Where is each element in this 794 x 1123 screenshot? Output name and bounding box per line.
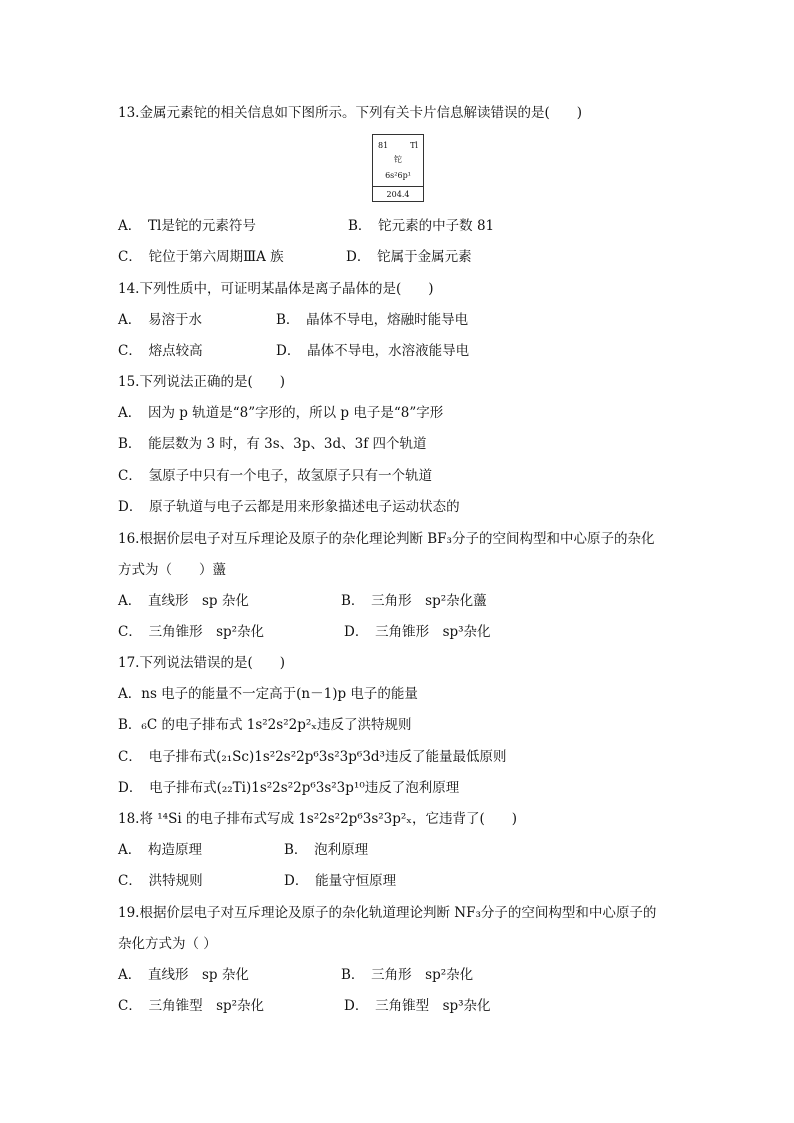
q13-option-c: C． 铊位于第六周期ⅢA 族 [118, 249, 284, 265]
q16-stem-line2: 方式为（ ）蘯 [118, 562, 226, 578]
q18-stem: 18.将 ¹⁴Si 的电子排布式写成 1s²2s²2p⁶3s²3p²ₓ，它违背了( ) [118, 811, 518, 827]
q14-option-d: D． 晶体不导电，水溶液能导电 [276, 343, 470, 359]
q19-option-c: C． 三角锥型 sp²杂化 [118, 998, 265, 1014]
q13-option-b: B． 铊元素的中子数 81 [348, 218, 495, 234]
q15-option-a: A． 因为 p 轨道是“8”字形的，所以 p 电子是“8”字形 [118, 405, 444, 421]
q18-option-c: C． 洪特规则 [118, 873, 203, 889]
q19-option-d: D． 三角锥型 sp³杂化 [344, 998, 491, 1014]
q17-option-d: D． 电子排布式(₂₂Ti)1s²2s²2p⁶3s²3p¹⁰违反了泡利原理 [118, 780, 460, 796]
q17-option-a: A．ns 电子的能量不一定高于(n－1)p 电子的能量 [118, 686, 418, 702]
q13-stem: 13.金属元素铊的相关信息如下图所示。下列有关卡片信息解读错误的是( ) [118, 105, 583, 121]
element-number: 81 [378, 141, 389, 150]
q15-option-c: C． 氢原子中只有一个电子，故氢原子只有一个轨道 [118, 468, 433, 484]
q15-option-d: D． 原子轨道与电子云都是用来形象描述电子运动状态的 [118, 499, 460, 515]
q17-option-c: C． 电子排布式(₂₁Sc)1s²2s²2p⁶3s²3p⁶3d³违反了能量最低原则 [118, 749, 507, 765]
q14-stem: 14.下列性质中，可证明某晶体是离子晶体的是( ) [118, 281, 434, 297]
q16-option-c: C． 三角锥形 sp²杂化 [118, 624, 265, 640]
card-divider [373, 186, 423, 187]
q16-option-b: B． 三角形 sp²杂化蘯 [341, 593, 487, 609]
element-config: 6s²6p¹ [385, 171, 411, 180]
q19-option-b: B． 三角形 sp²杂化 [341, 967, 474, 983]
q15-stem: 15.下列说法正确的是( ) [118, 374, 286, 390]
q19-stem-line1: 19.根据价层电子对互斥理论及原子的杂化轨道理论判断 NF₃分子的空间构型和中心原子的 [118, 905, 657, 921]
element-card [372, 134, 424, 202]
q16-option-d: D． 三角锥形 sp³杂化 [344, 624, 491, 640]
q15-option-b: B． 能层数为 3 时，有 3s、3p、3d、3f 四个轨道 [118, 436, 427, 452]
element-symbol: Tl [410, 141, 418, 150]
q19-stem-line2: 杂化方式为（ ） [118, 936, 217, 952]
q19-option-a: A． 直线形 sp 杂化 [118, 967, 249, 983]
q14-option-a: A． 易溶于水 [118, 312, 202, 328]
q16-option-a: A． 直线形 sp 杂化 [118, 593, 249, 609]
element-mass: 204.4 [386, 190, 410, 199]
q18-option-d: D． 能量守恒原理 [284, 873, 397, 889]
q18-option-a: A． 构造原理 [118, 842, 202, 858]
q13-option-a: A． Tl是铊的元素符号 [118, 218, 256, 234]
element-name: 铊 [394, 155, 402, 164]
q17-option-b: B．₆C 的电子排布式 1s²2s²2p²ₓ违反了洪特规则 [118, 717, 412, 733]
q13-option-d: D． 铊属于金属元素 [346, 249, 472, 265]
q14-option-b: B． 晶体不导电，熔融时能导电 [276, 312, 469, 328]
q16-stem-line1: 16.根据价层电子对互斥理论及原子的杂化理论判断 BF₃分子的空间构型和中心原子的杂化 [118, 531, 655, 547]
q18-option-b: B． 泡利原理 [284, 842, 369, 858]
q14-option-c: C． 熔点较高 [118, 343, 203, 359]
q17-stem: 17.下列说法错误的是( ) [118, 655, 286, 671]
